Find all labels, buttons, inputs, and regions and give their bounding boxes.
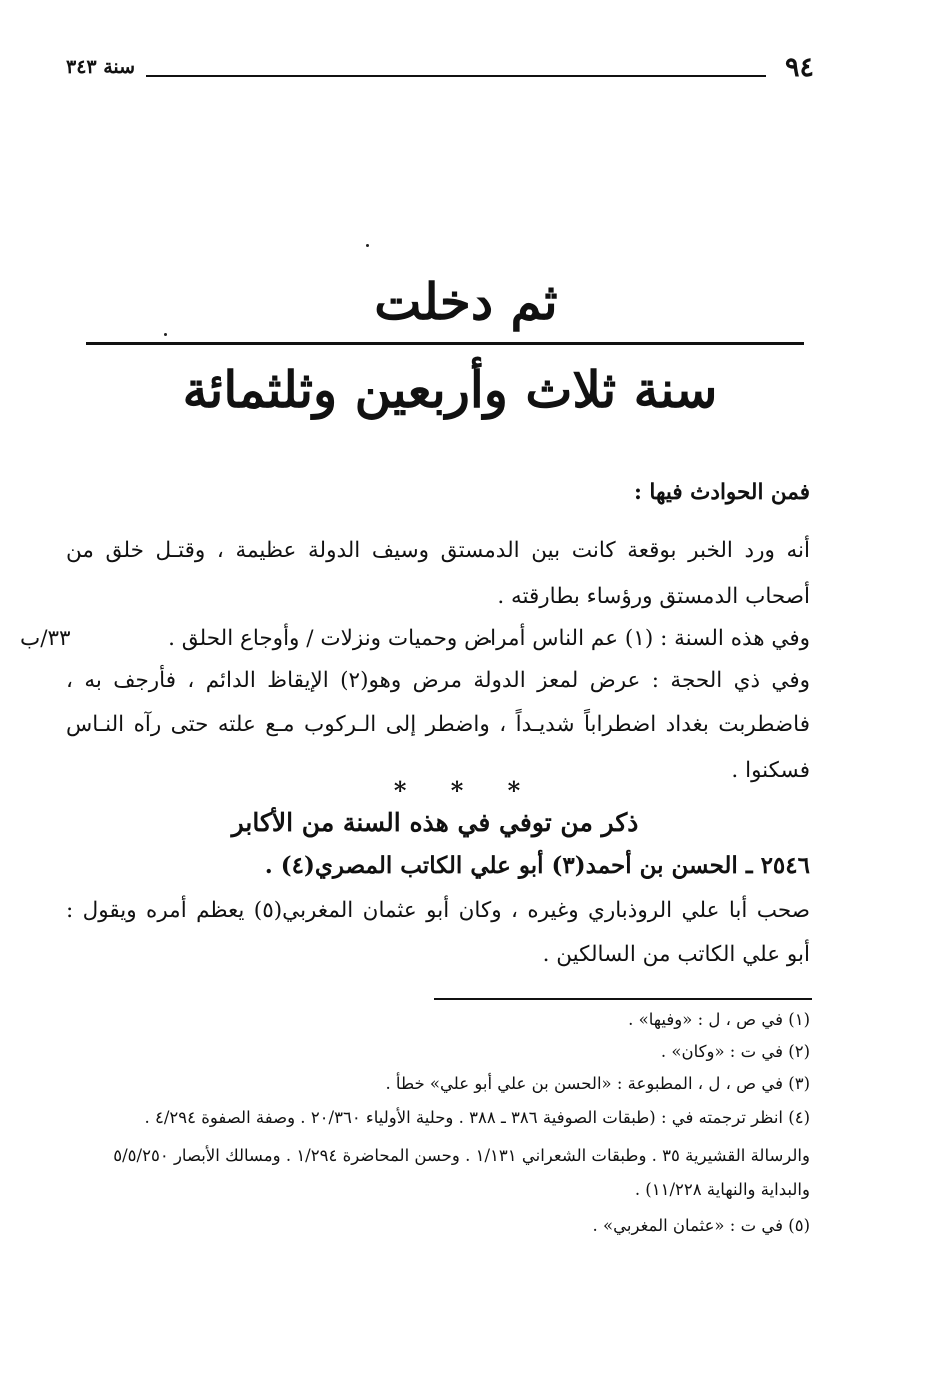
paragraph-line: فسكنوا . [731,758,810,783]
footnote-rule [434,998,812,1000]
footnote: (٣) في ص ، ل ، المطبوعة : «الحسن بن علي أبو علي» خطأ . [385,1074,810,1093]
title-line-2: سنة ثلاث وأربعين وثلثمائة [182,360,718,419]
paragraph-line: صحب أبا علي الروذباري وغيره ، وكان أبو عثمان المغربي(٥) يعظم أمره ويقول : [66,898,810,923]
paragraph-line: أنه ورد الخبر بوقعة كانت بين الدمستق وسيف الدولة عظيمة ، وقتـل خلق من [66,538,810,563]
margin-folio-reference: ٣٣/ب [20,626,71,651]
footnote-continuation: والرسالة القشيرية ٣٥ . وطبقات الشعراني ١/١٣١ . وحسن المحاضرة ١/٢٩٤ . ومسالك الأبصار ٥/٥/٢٥٠ [113,1146,810,1165]
section-heading: ذكر من توفي في هذه السنة من الأكابر [231,808,639,837]
footnote: (١) في ص ، ل : «وفيها» . [628,1010,810,1029]
footnote: (٤) انظر ترجمته في : (طبقات الصوفية ٣٨٦ ـ ٣٨٨ . وحلية الأولياء ٢٠/٣٦٠ . وصفة الصفوة ٤/٢٩٤ . [144,1108,810,1127]
paragraph-line: وفي ذي الحجة : عرض لمعز الدولة مرض وهو(٢) الإيقاظ الدائم ، فأرجف به ، [66,668,810,693]
page-number: ٩٤ [784,52,814,83]
header-rule [146,75,766,77]
footnote: (٢) في ت : «وكان» . [660,1042,810,1061]
title-line-1: ثم دخلت [374,272,558,331]
paragraph-line: أصحاب الدمستق ورؤساء بطارقته . [497,584,810,609]
running-head: سنة ٣٤٣ [66,56,136,78]
paragraph-line: فاضطربت بغداد اضطراباً شديـداً ، واضطر إلى الـركوب مـع علته حتى رآه النـاس [66,712,810,737]
speck-mark [366,244,369,247]
entry-heading: ٢٥٤٦ ـ الحسن بن أحمد(٣) أبو علي الكاتب المصري(٤) . [264,852,810,879]
events-heading: فمن الحوادث فيها : [634,480,810,505]
footnote-continuation: والبداية والنهاية ١١/٢٢٨) . [634,1180,810,1199]
footnote: (٥) في ت : «عثمان المغربي» . [592,1216,810,1235]
section-ornament: * * * [393,776,539,805]
title-rule [86,342,804,345]
paragraph-line: وفي هذه السنة : (١) عم الناس أمراض وحميات ونزلات / وأوجاع الحلق . [168,626,810,651]
paragraph-line: أبو علي الكاتب من السالكين . [542,942,810,967]
speck-mark [164,333,167,336]
